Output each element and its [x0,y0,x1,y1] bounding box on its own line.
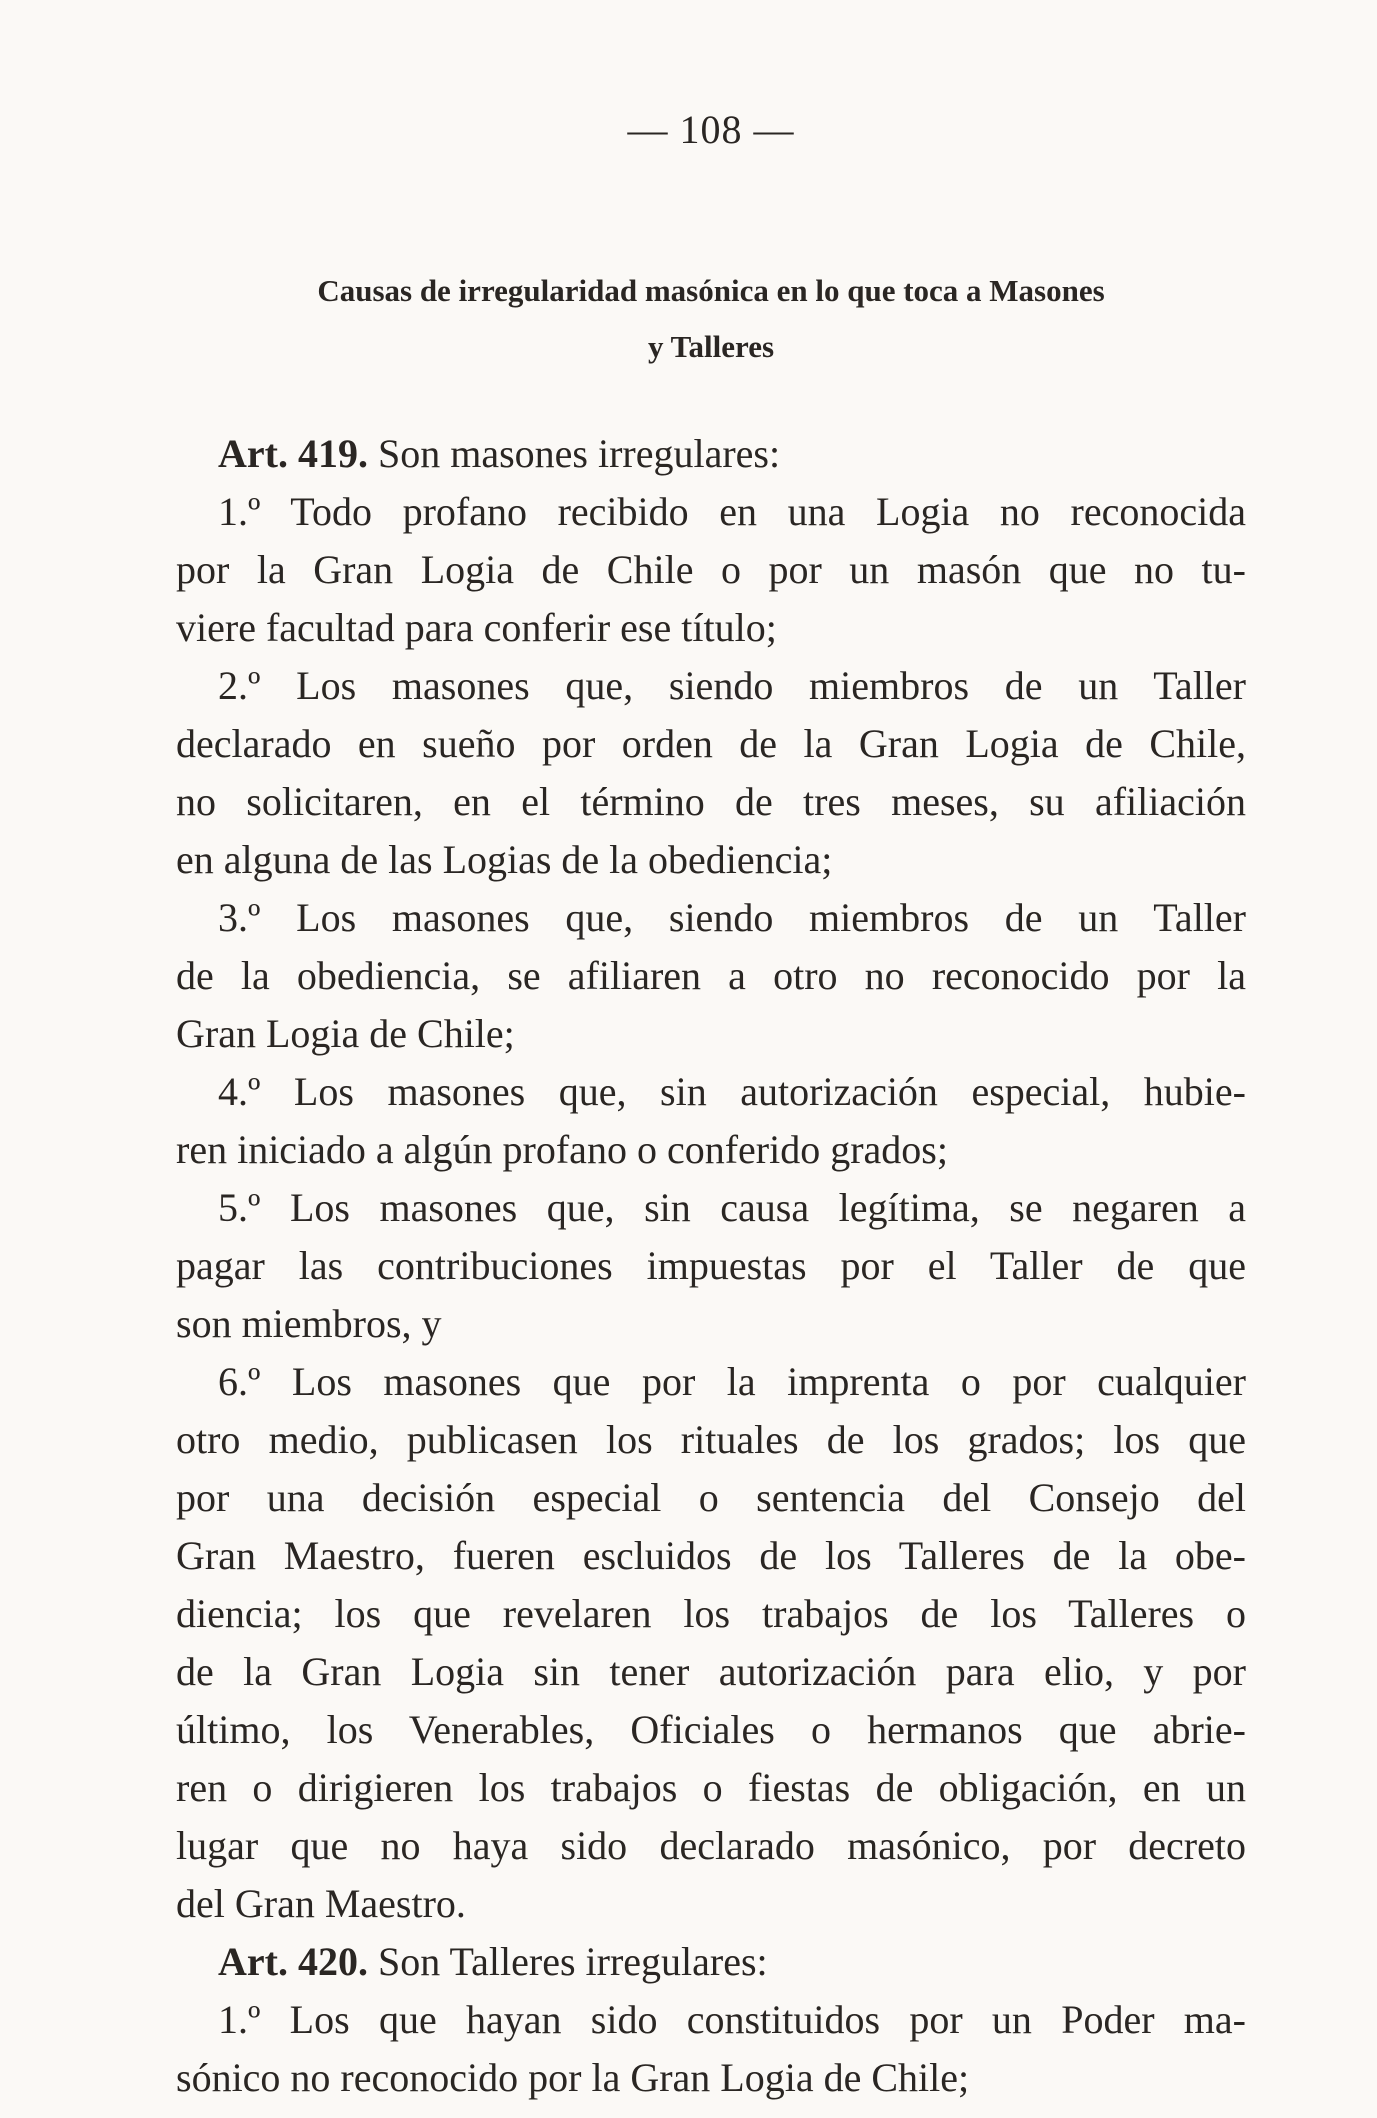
text-line [176,1643,1246,1701]
section-heading-line-2: y Talleres [647,329,775,364]
line-text: 6.º Los masones que por la imprenta o por cualquier [218,1359,1246,1404]
line-text: 5.º Los masones que, sin causa legítima, se negaren a [218,1185,1246,1230]
line-text: diencia; los que revelaren los trabajos de los Talleres o [176,1591,1246,1636]
line-text: otro medio, publicasen los rituales de los grados; los que [176,1417,1246,1462]
text-line [176,1701,1246,1759]
text-line [176,1875,1246,1933]
text-line [176,715,1246,773]
text-line [176,2049,1246,2107]
line-text: 1.º Los que hayan sido constituidos por un Poder ma- [218,1997,1246,2042]
text-line [176,1991,1246,2049]
text-line [176,599,1246,657]
text-line [176,1121,1246,1179]
text-line [176,1759,1246,1817]
text-line [176,773,1246,831]
line-text: 2.º Los masones que, siendo miembros de un Taller [218,663,1246,708]
line-text: declarado en sueño por orden de la Gran Logia de Chile, [176,721,1246,766]
page-number: — 108 — [627,107,795,152]
line-text: lugar que no haya sido declarado masónico, por decreto [176,1823,1246,1868]
line-text: del Gran Maestro. [176,1881,466,1926]
text-line [176,1353,1246,1411]
text-line [176,657,1246,715]
article-number: Art. 419. [218,431,368,476]
text-line [176,1179,1246,1237]
text-line [176,889,1246,947]
line-text: Son Talleres irregulares: [367,1939,768,1984]
line-text: de la obediencia, se afiliaren a otro no reconocido por la [176,953,1246,998]
text-line [176,1817,1246,1875]
book-page [176,0,1246,2118]
line-text: 1.º Todo profano recibido en una Logia no reconocida [218,489,1246,534]
article-line [176,425,1246,483]
text-line [176,1237,1246,1295]
text-line [176,541,1246,599]
text-line [176,1063,1246,1121]
section-heading [176,263,1246,375]
text-line [176,1295,1246,1353]
text-line [176,1527,1246,1585]
line-text: de la Gran Logia sin tener autorización para elio, y por [176,1649,1246,1694]
line-text: pagar las contribuciones impuestas por el Taller de que [176,1243,1246,1288]
body-text [176,425,1246,2107]
text-line [176,831,1246,889]
line-text: 3.º Los masones que, siendo miembros de un Taller [218,895,1246,940]
line-text: por una decisión especial o sentencia del Consejo del [176,1475,1246,1520]
article-number: Art. 420. [218,1939,368,1984]
article-line [176,1933,1246,1991]
text-line [176,1411,1246,1469]
line-text: 4.º Los masones que, sin autorización especial, hubie- [218,1069,1246,1114]
line-text: ren iniciado a algún profano o conferido grados; [176,1127,948,1172]
text-line [176,1585,1246,1643]
text-line [176,1005,1246,1063]
section-heading-line-1: Causas de irregularidad masónica en lo que toca a Masones [317,273,1105,308]
line-text: Gran Maestro, fueren escluidos de los Talleres de la obe- [176,1533,1246,1578]
text-line [176,947,1246,1005]
line-text: en alguna de las Logias de la obediencia; [176,837,833,882]
text-line [176,1469,1246,1527]
text-line [176,483,1246,541]
line-text: no solicitaren, en el término de tres meses, su afiliación [176,779,1246,824]
line-text: Son masones irregulares: [367,431,781,476]
line-text: ren o dirigieren los trabajos o fiestas de obligación, en un [176,1765,1246,1810]
line-text: viere facultad para conferir ese título; [176,605,777,650]
line-text: por la Gran Logia de Chile o por un masón que no tu- [176,547,1246,592]
line-text: último, los Venerables, Oficiales o hermanos que abrie- [176,1707,1246,1752]
line-text: sónico no reconocido por la Gran Logia de Chile; [176,2055,970,2100]
line-text: son miembros, y [176,1301,442,1346]
line-text: Gran Logia de Chile; [176,1011,515,1056]
